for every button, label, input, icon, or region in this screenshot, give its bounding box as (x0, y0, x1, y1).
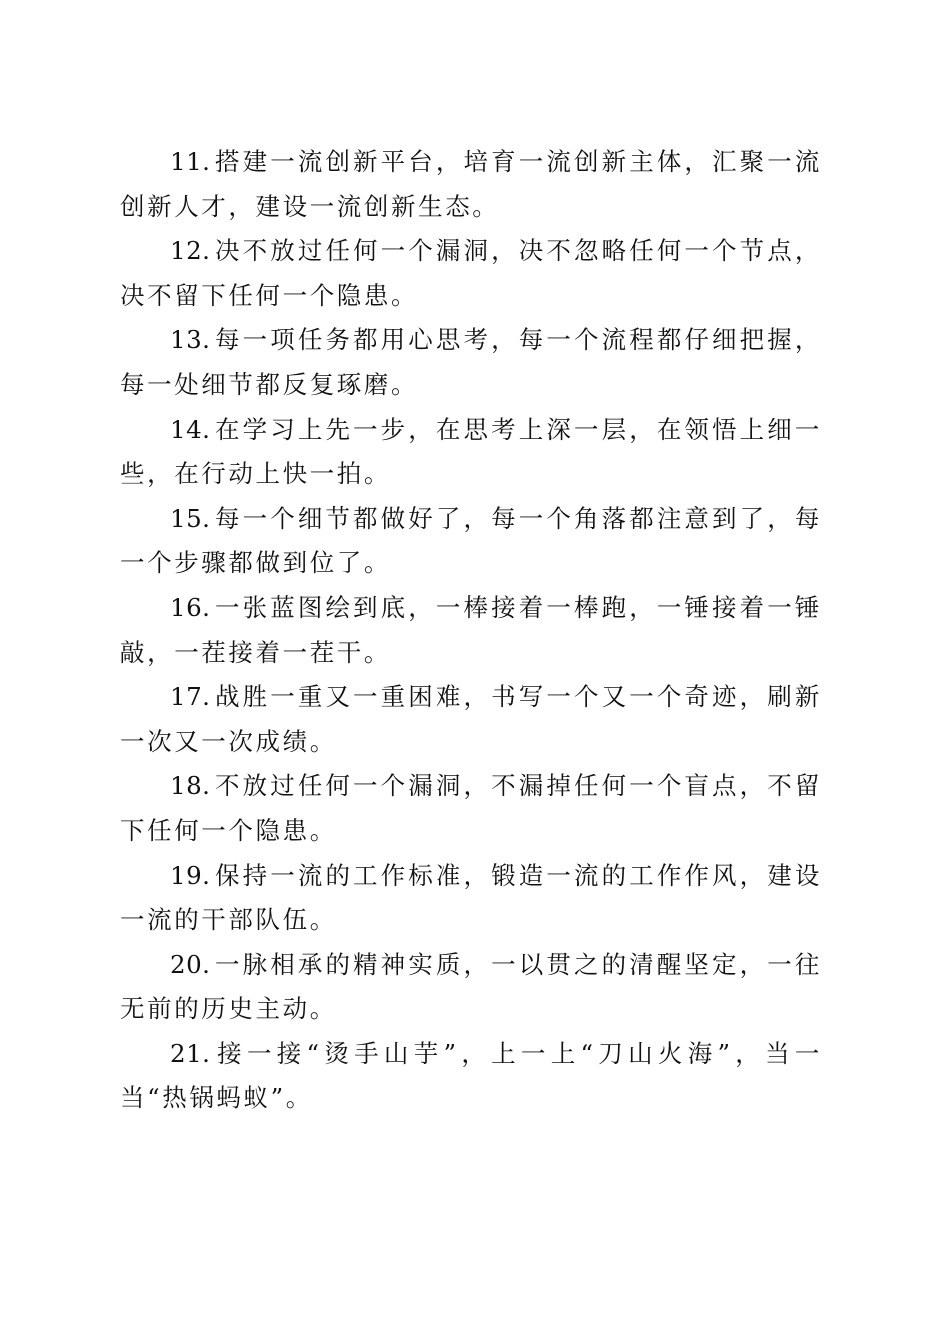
list-item (120, 675, 822, 764)
item-number: 14. (170, 414, 211, 444)
list-item (120, 854, 822, 943)
item-number: 16. (170, 592, 211, 622)
list-item (120, 408, 822, 497)
item-number: 19. (170, 860, 211, 890)
item-number: 21. (170, 1038, 211, 1068)
item-number: 15. (170, 503, 211, 533)
list-item (120, 586, 822, 675)
item-text: 搭建一流创新平台，培育一流创新主体，汇聚一流创新人才，建设一流创新生态。 (120, 147, 822, 221)
item-text: 每一个细节都做好了，每一个角落都注意到了，每一个步骤都做到位了。 (120, 503, 822, 578)
item-number: 17. (170, 682, 211, 712)
list-item (120, 140, 822, 229)
item-number: 18. (170, 771, 211, 801)
item-number: 12. (170, 236, 211, 266)
item-text: 接一接“烫手山芋”，上一上“刀山火海”，当一当“热锅蚂蚁”。 (120, 1038, 822, 1113)
item-number: 13. (170, 325, 211, 355)
list-item (120, 764, 822, 853)
item-text: 每一项任务都用心思考，每一个流程都仔细把握，每一处细节都反复琢磨。 (120, 325, 822, 399)
document-body (120, 140, 822, 1121)
list-item (120, 229, 822, 318)
item-text: 决不放过任何一个漏洞，决不忽略任何一个节点，决不留下任何一个隐患。 (120, 236, 822, 310)
list-item (120, 497, 822, 586)
item-number: 20. (170, 949, 211, 979)
item-text: 不放过任何一个漏洞，不漏掉任何一个盲点，不留下任何一个隐患。 (120, 771, 822, 845)
item-number: 11. (170, 147, 211, 176)
list-item (120, 318, 822, 407)
item-text: 战胜一重又一重困难，书写一个又一个奇迹，刷新一次又一次成绩。 (120, 682, 822, 756)
list-item (120, 943, 822, 1032)
item-text: 一脉相承的精神实质，一以贯之的清醒坚定，一往无前的历史主动。 (120, 949, 822, 1024)
item-text: 在学习上先一步，在思考上深一层，在领悟上细一些，在行动上快一拍。 (120, 414, 822, 489)
item-text: 一张蓝图绘到底，一棒接着一棒跑，一锤接着一锤敲，一茬接着一茬干。 (120, 592, 822, 667)
item-text: 保持一流的工作标准，锻造一流的工作作风，建设一流的干部队伍。 (120, 860, 822, 935)
list-item (120, 1032, 822, 1121)
